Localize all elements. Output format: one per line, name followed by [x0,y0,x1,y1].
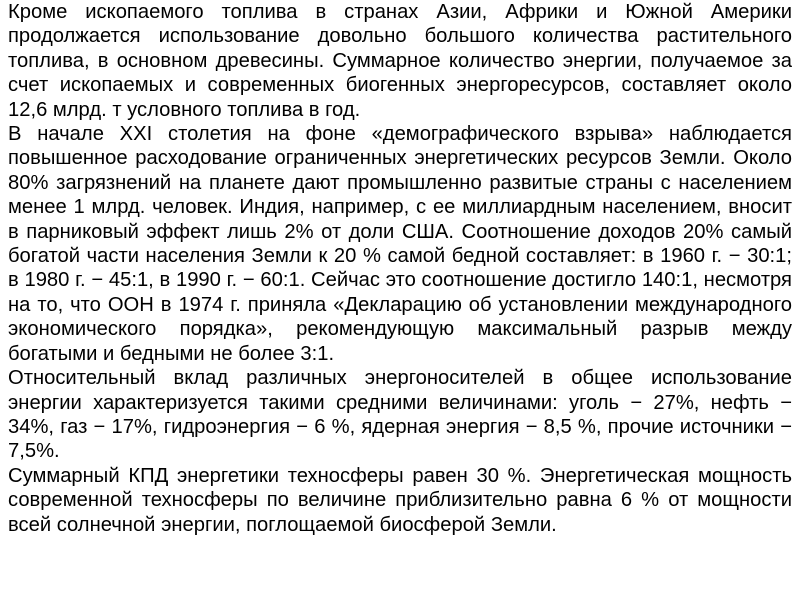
paragraph-demographic-energy: В начале XXI столетия на фоне «демографического взрыва» наблюдается повышенное расходование ограниченных энергетических ресурсов Земли. Около 80% загрязнений на планете дают промышленно развитые страны с населением менее 1 млрд. человек. Индия, например, с ее миллиардным населением, вносит в парниковый эффект лишь 2% от доли США. Соотношение доходов 20% самый богатой части населения Земли к 20 % самой бедной составляет: в 1960 г. − 30:1; в 1980 г. − 45:1, в 1990 г. − 60:1. Сейчас это соотношение достигло 140:1, несмотря на то, что ООН в 1974 г. приняла «Декларацию об установлении международного экономического порядка», рекомендующую максимальный разрыв между богатыми и бедными не более 3:1. [8,123,792,365]
body-text [8,0,792,537]
paragraph-fuel-usage: Кроме ископаемого топлива в странах Азии, Африки и Южной Америки продолжается использование довольно большого количества растительного топлива, в основном древесины. Суммарное количество энергии, получаемое за счет ископаемых и современных биогенных энергоресурсов, составляет около 12,6 млрд. т условного топлива в год. [8,1,792,121]
paragraph-energy-carriers: Относительный вклад различных энергоносителей в общее использование энергии характеризуется такими средними величинами: уголь − 27%, нефть − 34%, газ − 17%, гидроэнергия − 6 %, ядерная энергия − 8,5 %, прочие источники − 7,5%. [8,367,792,463]
paragraph-technosphere-efficiency: Суммарный КПД энергетики техносферы равен 30 %. Энергетическая мощность современной техносферы по величине приблизительно равна 6 % от мощности всей солнечной энергии, поглощаемой биосферой Земли. [8,464,792,536]
